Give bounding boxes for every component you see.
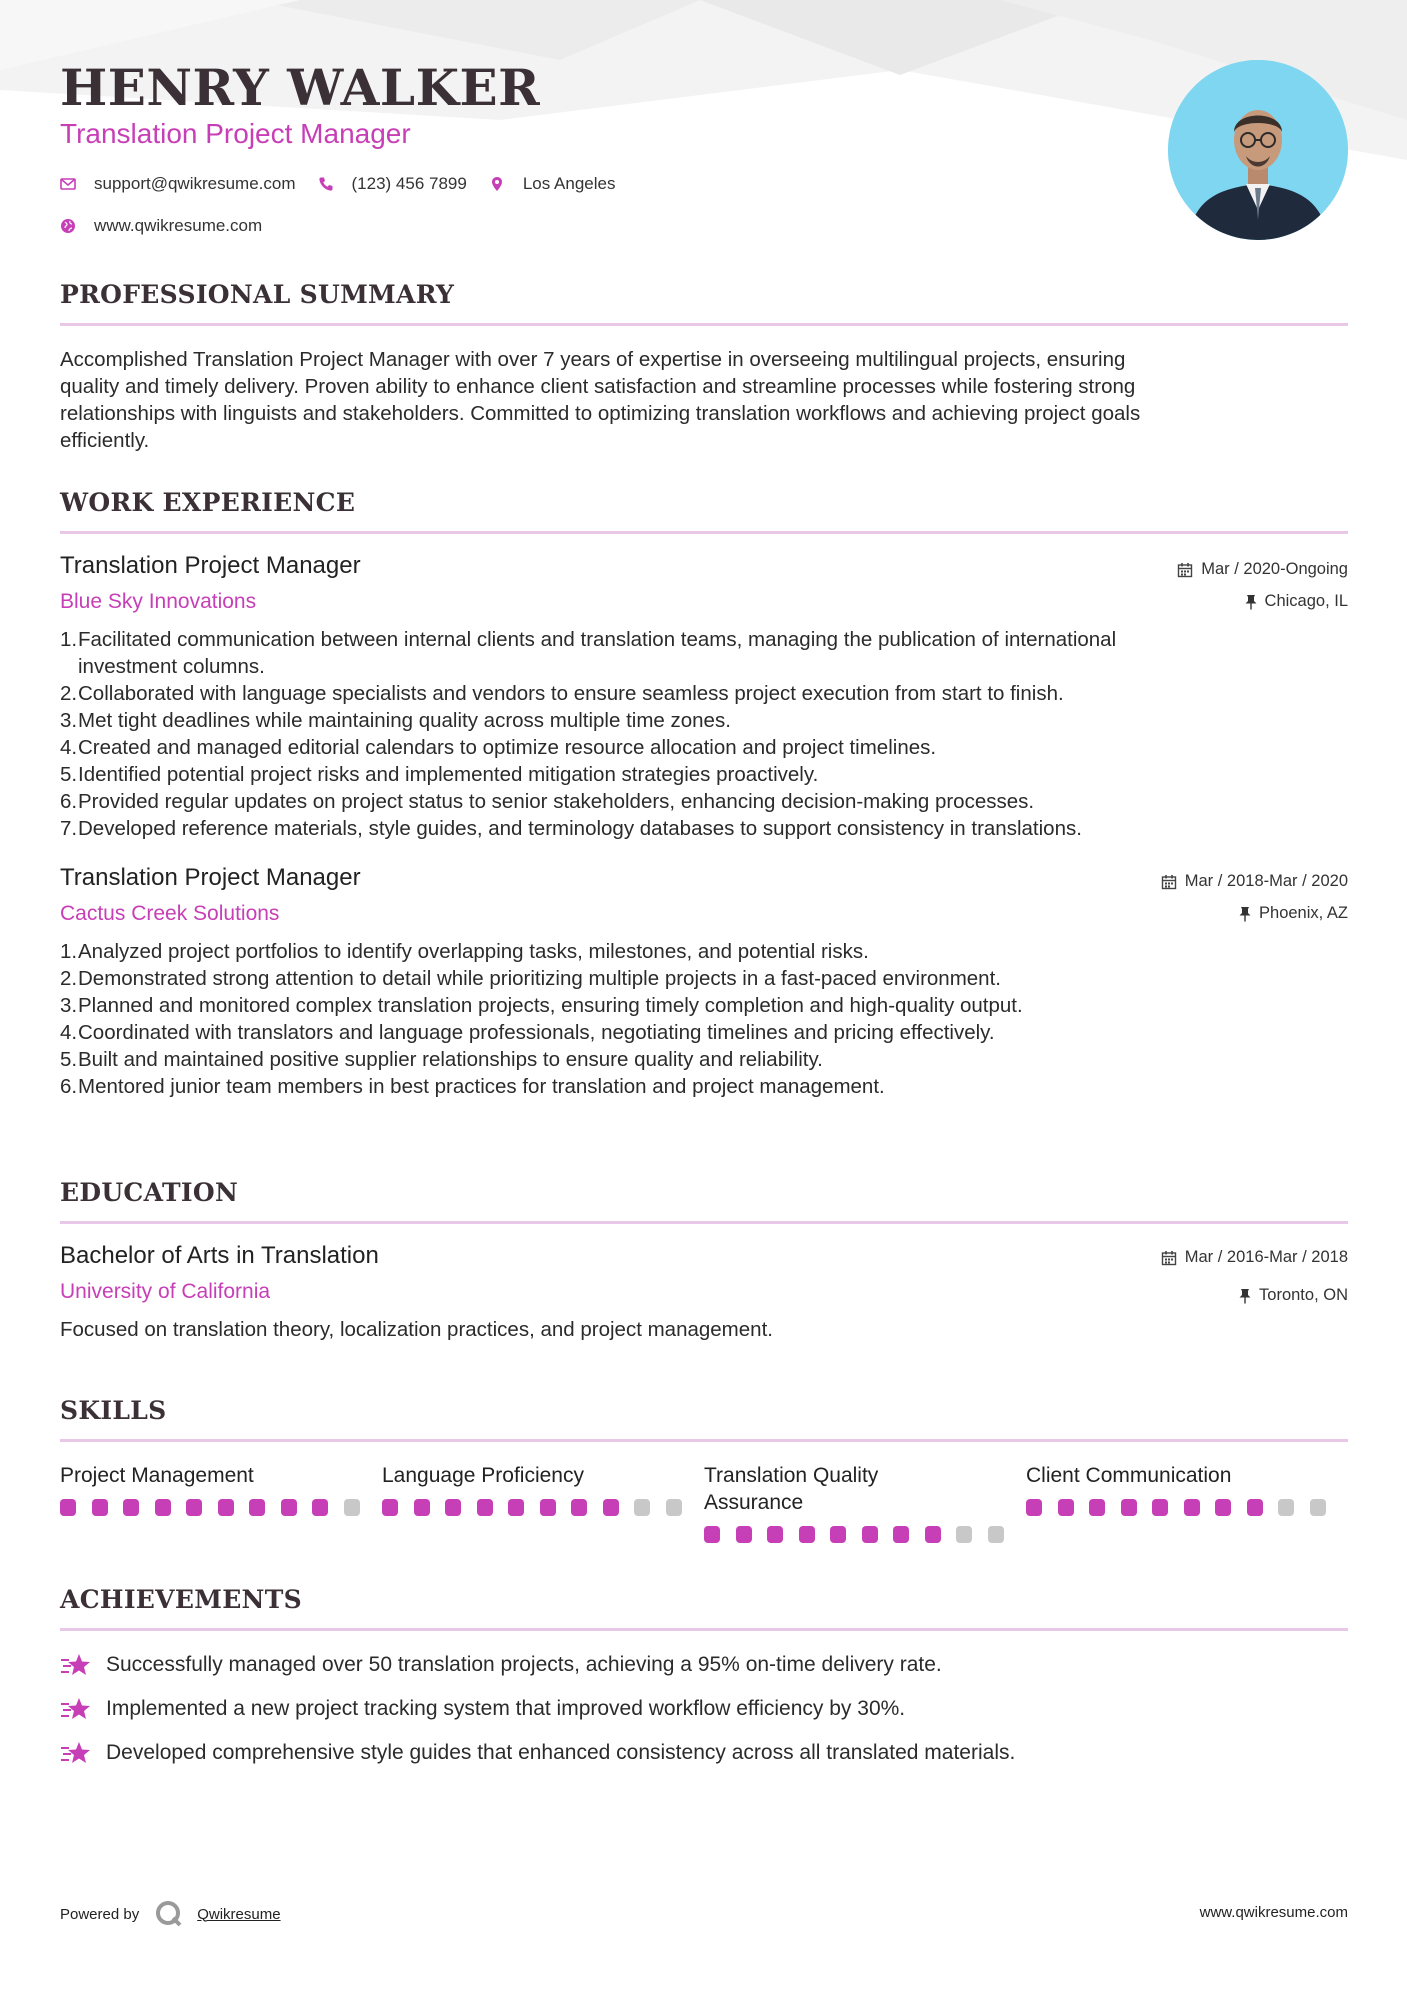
list-item bbox=[60, 1737, 1348, 1769]
bullet-number: 7. bbox=[60, 817, 78, 840]
list-item bbox=[60, 1693, 1348, 1725]
bullet-number: 3. bbox=[60, 994, 78, 1017]
bullet-number: 6. bbox=[60, 790, 78, 813]
bullet-text: Demonstrated strong attention to detail while prioritizing multiple projects in a fast-paced environment. bbox=[78, 967, 1001, 990]
rating-dot-filled bbox=[1058, 1499, 1074, 1516]
bullet-number: 6. bbox=[60, 1075, 78, 1098]
list-item bbox=[60, 1046, 1348, 1073]
rating-dot-filled bbox=[382, 1499, 398, 1516]
job-date bbox=[1161, 872, 1348, 891]
bullet-text: Collaborated with language specialists and vendors to ensure seamless project execution from start to finish. bbox=[78, 682, 1064, 705]
footer-url-link[interactable]: www.qwikresume.com bbox=[1199, 1904, 1348, 1921]
rating-dot-filled bbox=[218, 1499, 234, 1516]
map-pin-icon bbox=[489, 176, 505, 192]
skill-rating bbox=[1026, 1499, 1348, 1516]
list-item bbox=[60, 626, 1348, 653]
rating-dot-filled bbox=[799, 1526, 815, 1543]
calendar-icon bbox=[1177, 562, 1193, 578]
skill-rating bbox=[382, 1499, 704, 1516]
bullet-number: 1. bbox=[60, 940, 78, 963]
job-title: Translation Project Manager bbox=[60, 864, 361, 891]
list-item bbox=[60, 707, 1348, 734]
location-contact bbox=[489, 174, 616, 194]
rating-dot-filled bbox=[830, 1526, 846, 1543]
job-title: Translation Project Manager bbox=[60, 552, 361, 579]
skill-rating bbox=[60, 1499, 382, 1516]
shooting-star-icon bbox=[60, 1651, 92, 1679]
skills-heading: SKILLS bbox=[60, 1396, 167, 1425]
section-divider bbox=[60, 323, 1348, 326]
rating-dot-filled bbox=[571, 1499, 587, 1516]
education-section bbox=[60, 1178, 1348, 1343]
phone-contact[interactable] bbox=[318, 174, 467, 194]
rating-dot-filled bbox=[736, 1526, 752, 1543]
list-item bbox=[60, 1073, 1348, 1100]
summary-heading: PROFESSIONAL SUMMARY bbox=[60, 280, 455, 309]
summary-text bbox=[60, 346, 1348, 454]
rating-dot-empty bbox=[956, 1526, 972, 1543]
pushpin-icon bbox=[1239, 1288, 1251, 1304]
calendar-icon bbox=[1161, 874, 1177, 890]
bullet-number: 5. bbox=[60, 763, 78, 786]
bullet-text: Built and maintained positive supplier relationships to ensure quality and reliability. bbox=[78, 1048, 823, 1071]
skill-item bbox=[704, 1462, 1026, 1543]
achievements-section bbox=[60, 1585, 1348, 1781]
bullet-text: Analyzed project portfolios to identify overlapping tasks, milestones, and potential risks. bbox=[78, 940, 869, 963]
rating-dot-filled bbox=[1184, 1499, 1200, 1516]
section-divider bbox=[60, 1628, 1348, 1631]
rating-dot-filled bbox=[1247, 1499, 1263, 1516]
rating-dot-filled bbox=[281, 1499, 297, 1516]
list-item bbox=[60, 653, 1348, 680]
rating-dot-empty bbox=[344, 1499, 360, 1516]
powered-by-label: Powered by bbox=[60, 1905, 140, 1923]
job-date-text: Mar / 2020-Ongoing bbox=[1201, 560, 1348, 578]
section-divider bbox=[60, 531, 1348, 534]
rating-dot-empty bbox=[988, 1526, 1004, 1543]
job-location-text: Phoenix, AZ bbox=[1259, 904, 1348, 922]
bullet-number: 5. bbox=[60, 1048, 78, 1071]
experience-section bbox=[60, 488, 1348, 1100]
job-bullets bbox=[60, 938, 1348, 1100]
rating-dot-filled bbox=[1026, 1499, 1042, 1516]
skill-item bbox=[60, 1462, 382, 1543]
phone-text: (123) 456 7899 bbox=[351, 174, 467, 193]
school-name: University of California bbox=[60, 1280, 271, 1303]
bullet-number: 3. bbox=[60, 709, 78, 732]
experience-heading: WORK EXPERIENCE bbox=[60, 488, 356, 517]
job-location bbox=[1239, 904, 1348, 923]
website-contact[interactable] bbox=[60, 216, 262, 236]
shooting-star-icon bbox=[60, 1695, 92, 1723]
skill-item bbox=[1026, 1462, 1348, 1543]
phone-icon bbox=[318, 176, 334, 192]
bullet-text: investment columns. bbox=[78, 655, 265, 678]
skill-name: Project Management bbox=[60, 1464, 254, 1487]
education-entry bbox=[60, 1242, 1348, 1343]
job-date-text: Mar / 2018-Mar / 2020 bbox=[1184, 872, 1348, 890]
job-company: Blue Sky Innovations bbox=[60, 590, 257, 613]
list-item bbox=[60, 734, 1348, 761]
skills-list bbox=[60, 1462, 1348, 1543]
rating-dot-filled bbox=[704, 1526, 720, 1543]
rating-dot-filled bbox=[155, 1499, 171, 1516]
bullet-text: Planned and monitored complex translation projects, ensuring timely completion and high-quality output. bbox=[78, 994, 1023, 1017]
summary-line: quality and timely delivery. Proven ability to enhance client satisfaction and streamline processes while fostering strong bbox=[60, 375, 1136, 398]
section-divider bbox=[60, 1439, 1348, 1442]
rating-dot-filled bbox=[893, 1526, 909, 1543]
bullet-text: Met tight deadlines while maintaining quality across multiple time zones. bbox=[78, 709, 731, 732]
bullet-text: Coordinated with translators and language professionals, negotiating timelines and pricing effectively. bbox=[78, 1021, 995, 1044]
bullet-number: 4. bbox=[60, 736, 78, 759]
shooting-star-icon bbox=[60, 1739, 92, 1767]
list-item bbox=[60, 1019, 1348, 1046]
achievements-list bbox=[60, 1649, 1348, 1769]
achievement-text: Developed comprehensive style guides that enhanced consistency across all translated materials. bbox=[106, 1741, 1016, 1764]
website-text: www.qwikresume.com bbox=[94, 216, 263, 235]
list-item bbox=[60, 992, 1348, 1019]
job-location bbox=[1245, 592, 1348, 611]
education-date bbox=[1161, 1248, 1348, 1267]
rating-dot-filled bbox=[540, 1499, 556, 1516]
pushpin-icon bbox=[1245, 594, 1257, 610]
bullet-text: Developed reference materials, style guides, and terminology databases to support consistency in translations. bbox=[78, 817, 1082, 840]
education-description: Focused on translation theory, localization practices, and project management. bbox=[60, 1318, 773, 1341]
rating-dot-filled bbox=[508, 1499, 524, 1516]
rating-dot-filled bbox=[92, 1499, 108, 1516]
bullet-text: Created and managed editorial calendars to optimize resource allocation and project timelines. bbox=[78, 736, 937, 759]
skill-name: Translation Quality Assurance bbox=[704, 1464, 879, 1514]
rating-dot-filled bbox=[249, 1499, 265, 1516]
rating-dot-filled bbox=[1089, 1499, 1105, 1516]
job-date bbox=[1177, 560, 1348, 579]
section-divider bbox=[60, 1221, 1348, 1224]
list-item bbox=[60, 788, 1348, 815]
rating-dot-filled bbox=[1215, 1499, 1231, 1516]
education-location-text: Toronto, ON bbox=[1259, 1286, 1348, 1304]
job-location-text: Chicago, IL bbox=[1264, 592, 1348, 610]
rating-dot-filled bbox=[123, 1499, 139, 1516]
contact-info bbox=[60, 172, 637, 256]
globe-icon bbox=[60, 218, 76, 234]
rating-dot-filled bbox=[603, 1499, 619, 1516]
summary-section bbox=[60, 280, 1348, 454]
list-item bbox=[60, 1649, 1348, 1681]
qwikresume-logo-icon bbox=[153, 1898, 185, 1930]
list-item bbox=[60, 938, 1348, 965]
calendar-icon bbox=[1161, 1250, 1177, 1266]
bullet-text: Identified potential project risks and implemented mitigation strategies proactively. bbox=[78, 763, 819, 786]
bullet-number bbox=[60, 653, 78, 680]
list-item bbox=[60, 965, 1348, 992]
candidate-role: Translation Project Manager bbox=[60, 118, 411, 149]
rating-dot-empty bbox=[666, 1499, 682, 1516]
bullet-text: Provided regular updates on project status to senior stakeholders, enhancing decision-making processes. bbox=[78, 790, 1035, 813]
location-text: Los Angeles bbox=[522, 174, 616, 193]
job-company: Cactus Creek Solutions bbox=[60, 902, 280, 925]
email-text: support@qwikresume.com bbox=[94, 174, 296, 193]
rating-dot-filled bbox=[862, 1526, 878, 1543]
education-heading: EDUCATION bbox=[60, 1178, 239, 1207]
achievements-heading: ACHIEVEMENTS bbox=[60, 1585, 302, 1614]
rating-dot-filled bbox=[445, 1499, 461, 1516]
rating-dot-filled bbox=[477, 1499, 493, 1516]
profile-photo bbox=[1168, 60, 1348, 240]
list-item bbox=[60, 680, 1348, 707]
list-item bbox=[60, 761, 1348, 788]
powered-by bbox=[60, 1898, 281, 1930]
skill-name: Client Communication bbox=[1026, 1464, 1232, 1487]
job-bullets bbox=[60, 626, 1348, 842]
bullet-number: 2. bbox=[60, 967, 78, 990]
person-avatar-icon bbox=[1168, 60, 1348, 240]
bullet-number: 4. bbox=[60, 1021, 78, 1044]
skill-item bbox=[382, 1462, 704, 1543]
bullet-number: 2. bbox=[60, 682, 78, 705]
rating-dot-empty bbox=[634, 1499, 650, 1516]
footer bbox=[60, 1898, 1348, 1930]
education-date-text: Mar / 2016-Mar / 2018 bbox=[1184, 1248, 1348, 1266]
summary-line: relationships with linguists and stakeholders. Committed to optimizing translation workflows and achieving project goals bbox=[60, 402, 1141, 425]
rating-dot-filled bbox=[186, 1499, 202, 1516]
skills-section bbox=[60, 1396, 1348, 1543]
email-contact[interactable] bbox=[60, 174, 296, 194]
rating-dot-empty bbox=[1310, 1499, 1326, 1516]
rating-dot-filled bbox=[1152, 1499, 1168, 1516]
rating-dot-filled bbox=[767, 1526, 783, 1543]
rating-dot-filled bbox=[1121, 1499, 1137, 1516]
achievement-text: Implemented a new project tracking system that improved workflow efficiency by 30%. bbox=[106, 1697, 906, 1720]
brand-link[interactable]: Qwikresume bbox=[197, 1905, 281, 1923]
list-item bbox=[60, 815, 1348, 842]
envelope-icon bbox=[60, 176, 76, 192]
skill-name: Language Proficiency bbox=[382, 1464, 584, 1487]
rating-dot-filled bbox=[414, 1499, 430, 1516]
rating-dot-filled bbox=[925, 1526, 941, 1543]
candidate-name: HENRY WALKER bbox=[60, 58, 541, 117]
summary-line: efficiently. bbox=[60, 429, 150, 452]
bullet-text: Mentored junior team members in best practices for translation and project management. bbox=[78, 1075, 885, 1098]
degree-title: Bachelor of Arts in Translation bbox=[60, 1242, 379, 1269]
skill-rating bbox=[704, 1526, 1026, 1543]
bullet-number: 1. bbox=[60, 628, 78, 651]
rating-dot-empty bbox=[1278, 1499, 1294, 1516]
bullet-text: Facilitated communication between internal clients and translation teams, managing the publication of international bbox=[78, 628, 1117, 651]
job-entry bbox=[60, 864, 1348, 1100]
summary-line: Accomplished Translation Project Manager with over 7 years of expertise in overseeing multilingual projects, ensuring bbox=[60, 348, 1126, 371]
achievement-text: Successfully managed over 50 translation projects, achieving a 95% on-time delivery rate. bbox=[106, 1653, 942, 1676]
rating-dot-filled bbox=[312, 1499, 328, 1516]
education-location bbox=[1239, 1286, 1348, 1305]
job-entry bbox=[60, 552, 1348, 842]
rating-dot-filled bbox=[60, 1499, 76, 1516]
pushpin-icon bbox=[1239, 906, 1251, 922]
